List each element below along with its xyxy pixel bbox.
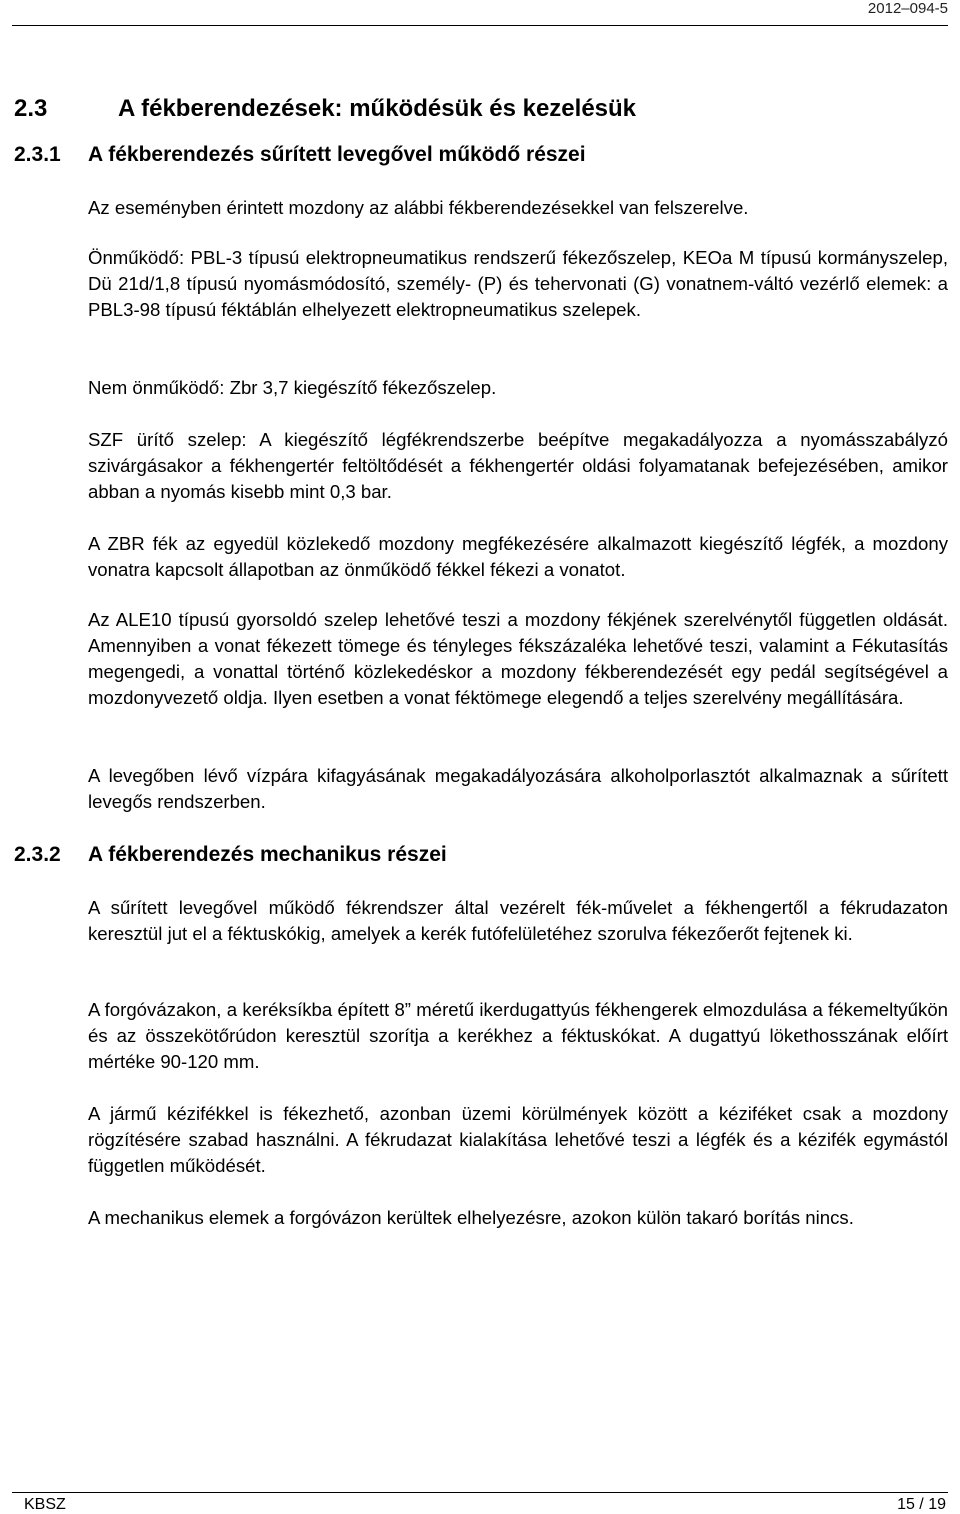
footer-organization: KBSZ [24, 1496, 66, 1513]
subsection-number: 2.3.1 [14, 143, 61, 166]
header-divider [12, 25, 948, 26]
subsection-title: A fékberendezés sűrített levegővel működő részei [88, 143, 586, 166]
paragraph: Az eseményben érintett mozdony az alábbi fékberendezésekkel van felszerelve. [88, 197, 749, 218]
paragraph: A levegőben lévő vízpára kifagyásának megakadályozására alkoholporlasztót alkalmaznak a sűrített levegős rendszerben. [88, 765, 948, 812]
paragraph: A sűrített levegővel működő fékrendszer által vezérelt fék-művelet a fékhengertől a fékrudazaton keresztül jut el a féktuskókig, amelyek a kerék futófelületéhez szorulva fékezőerőt fejtenek ki. [88, 897, 948, 944]
paragraph: Az ALE10 típusú gyorsoldó szelep lehetővé teszi a mozdony fékjének szerelvénytől független oldását. Amennyiben a vonat fékezett tömege és tényleges fékszázaléka lehetővé teszi, valamint a Fékutasítás megengedi, a vonattal történő közlekedéskor a mozdony fékberendezését egy pedál segítségével a mozdonyvezető oldja. Ilyen esetben a vonat féktömege elegendő a teljes szerelvény megállítására. [88, 609, 948, 708]
paragraph: Önműködő: PBL-3 típusú elektropneumatikus rendszerű fékezőszelep, KEOa M típusú kormányszelep, Dü 21d/1,8 típusú nyomásmódosító, személy- (P) és tehervonati (G) vonatnem-váltó vezérlő elemek: a PBL3-98 típusú féktáblán elhelyezett elektropneumatikus szelepek. [88, 247, 948, 320]
section-title: A fékberendezések: működésük és kezelésük [118, 95, 637, 122]
subsection-heading-2 [14, 843, 447, 867]
section-number: 2.3 [14, 95, 48, 122]
footer-divider [12, 1492, 948, 1493]
subsection-heading-1 [14, 143, 586, 167]
paragraph: SZF ürítő szelep: A kiegészítő légfékrendszerbe beépítve megakadályozza a nyomásszabályzó szivárgásakor a fékhengertér feltöltődését a fékhengertér oldási folyamatanak befejezésében, amikor abban a nyomás kisebb mint 0,3 bar. [88, 429, 948, 502]
paragraph: Nem önműködő: Zbr 3,7 kiegészítő fékezőszelep. [88, 377, 497, 398]
subsection-number: 2.3.2 [14, 843, 61, 866]
page-number: 15 / 19 [897, 1496, 946, 1513]
paragraph: A jármű kézifékkel is fékezhető, azonban üzemi körülmények között a kéziféket csak a mozdony rögzítésére szabad használni. A fékrudazat kialakítása lehetővé teszi a légfék és a kézifék egymástól független működését. [88, 1103, 948, 1176]
paragraph: A mechanikus elemek a forgóvázon kerültek elhelyezésre, azokon külön takaró borítás nincs. [88, 1207, 854, 1228]
paragraph: A forgóvázakon, a keréksíkba épített 8” méretű ikerdugattyús fékhengerek elmozdulása a fékemeltyűkön és az összekötőrúdon keresztül szorítja a kerékhez a féktuskókat. A dugattyú lökethosszának előírt mértéke 90-120 mm. [88, 999, 948, 1072]
section-heading [14, 95, 636, 123]
paragraph: A ZBR fék az egyedül közlekedő mozdony megfékezésére alkalmazott kiegészítő légfék, a mozdony vonatra kapcsolt állapotban az önműködő fékkel fékezi a vonatot. [88, 533, 948, 580]
document-reference: 2012–094-5 [867, 0, 948, 17]
subsection-title: A fékberendezés mechanikus részei [88, 843, 447, 866]
